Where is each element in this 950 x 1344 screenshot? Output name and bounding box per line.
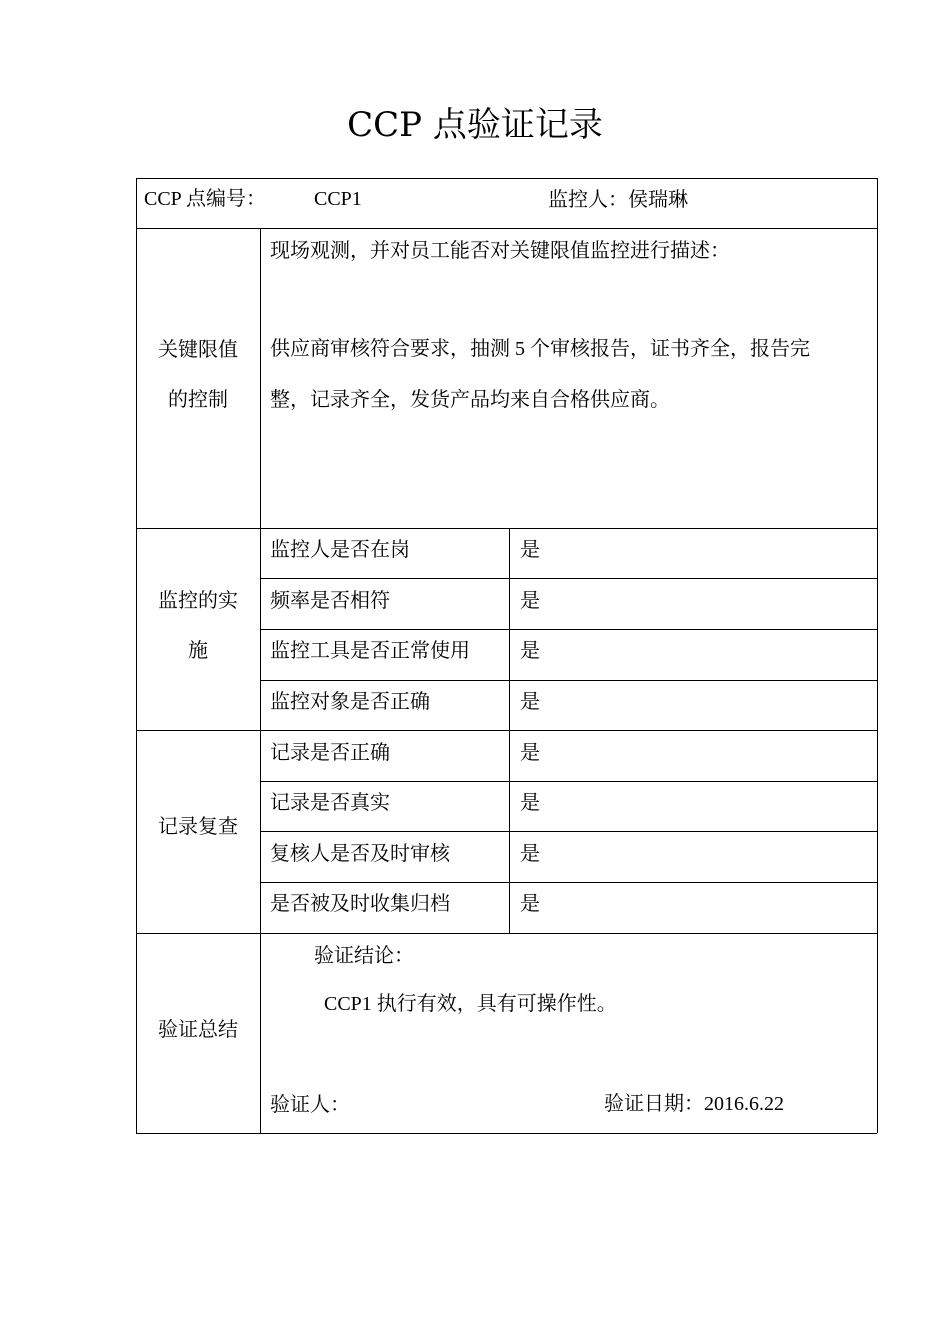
table-border-top bbox=[136, 178, 877, 179]
observation-prompt: 现场观测，并对员工能否对关键限值监控进行描述： bbox=[270, 238, 730, 262]
critical-limit-label-line1: 关键限值 bbox=[158, 337, 238, 361]
summary-label bbox=[136, 1004, 260, 1054]
divider-monitoring bbox=[136, 730, 877, 731]
row-divider bbox=[260, 680, 877, 681]
monitoring-label-line1: 监控的实 bbox=[158, 588, 238, 612]
check-value: 是 bbox=[520, 588, 540, 612]
verifier-label: 验证人： bbox=[270, 1092, 350, 1116]
table-border-right bbox=[877, 178, 878, 1133]
check-value: 是 bbox=[520, 638, 540, 662]
table-border-bottom bbox=[136, 1133, 877, 1134]
check-value: 是 bbox=[520, 841, 540, 865]
verification-date: 验证日期：2016.6.22 bbox=[604, 1093, 784, 1115]
value-column-divider bbox=[509, 528, 510, 933]
monitor-person: 监控人：侯瑞琳 bbox=[548, 187, 688, 211]
monitoring-label-line2: 施 bbox=[188, 638, 208, 662]
check-item: 复核人是否及时审核 bbox=[270, 841, 450, 865]
page-title: CCP 点验证记录 bbox=[347, 105, 603, 145]
check-item: 监控人是否在岗 bbox=[270, 537, 410, 561]
summary-label-text: 验证总结 bbox=[158, 1017, 238, 1041]
row-divider bbox=[260, 578, 877, 579]
check-item: 监控对象是否正确 bbox=[270, 689, 430, 713]
ccp-number-label: CCP 点编号： bbox=[144, 188, 267, 210]
check-value: 是 bbox=[520, 891, 540, 915]
critical-limit-description-line1: 供应商审核符合要求，抽测 5 个审核报告，证书齐全，报告完 bbox=[270, 338, 810, 360]
check-item: 监控工具是否正常使用 bbox=[270, 638, 470, 662]
check-value: 是 bbox=[520, 740, 540, 764]
check-value: 是 bbox=[520, 537, 540, 561]
check-item: 记录是否真实 bbox=[270, 790, 390, 814]
conclusion-label: 验证结论： bbox=[314, 943, 414, 967]
critical-limit-description-line2: 整，记录齐全，发货产品均来自合格供应商。 bbox=[270, 387, 670, 411]
critical-limit-label-line2: 的控制 bbox=[168, 387, 228, 411]
divider-review bbox=[136, 933, 877, 934]
record-review-label bbox=[136, 801, 260, 851]
record-review-label-text: 记录复查 bbox=[158, 814, 238, 838]
row-divider bbox=[260, 629, 877, 630]
ccp-number-value: CCP1 bbox=[314, 188, 362, 210]
critical-limit-label bbox=[136, 324, 260, 424]
divider-critical bbox=[136, 528, 877, 529]
row-divider bbox=[260, 781, 877, 782]
check-item: 频率是否相符 bbox=[270, 588, 390, 612]
divider-header bbox=[136, 228, 877, 229]
monitoring-label bbox=[136, 575, 260, 675]
conclusion-text: CCP1 执行有效，具有可操作性。 bbox=[324, 993, 617, 1015]
check-item: 记录是否正确 bbox=[270, 740, 390, 764]
check-value: 是 bbox=[520, 790, 540, 814]
check-item: 是否被及时收集归档 bbox=[270, 891, 450, 915]
row-divider bbox=[260, 882, 877, 883]
check-value: 是 bbox=[520, 689, 540, 713]
row-divider bbox=[260, 831, 877, 832]
